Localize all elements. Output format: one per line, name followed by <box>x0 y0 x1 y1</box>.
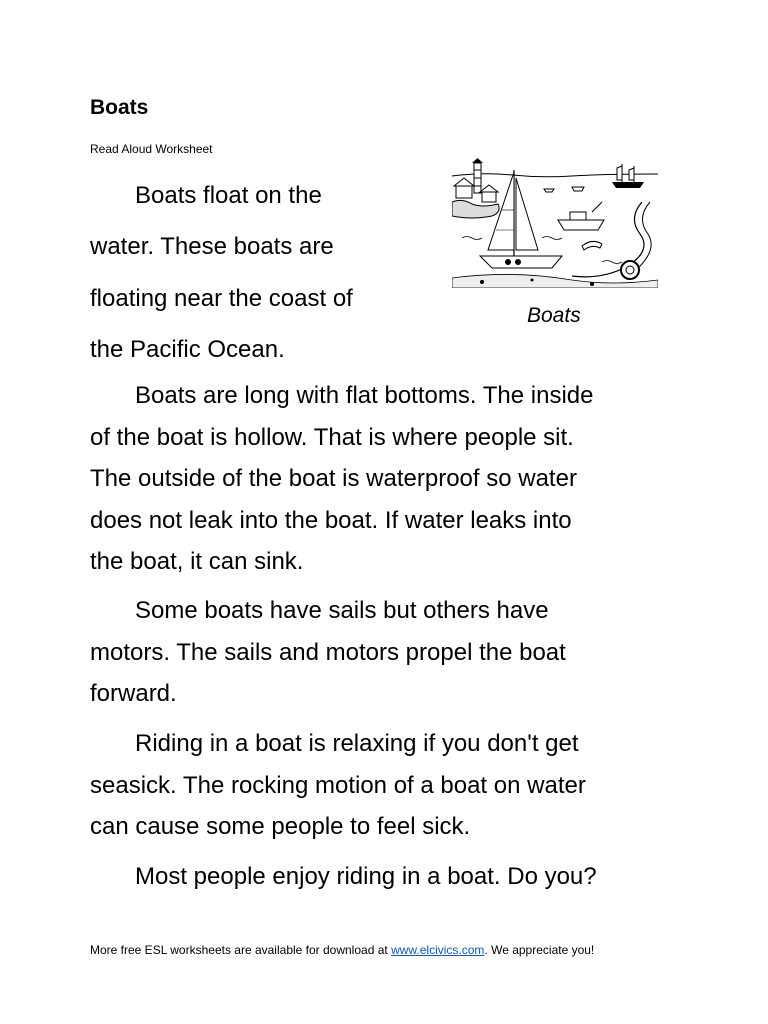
footer-suffix: . We appreciate you! <box>484 943 595 957</box>
lighthouse-icon <box>472 158 483 193</box>
page-subtitle: Read Aloud Worksheet <box>90 142 213 156</box>
footer-link[interactable]: www.elcivics.com <box>391 943 485 957</box>
ship-icon <box>612 164 644 188</box>
page-title: Boats <box>90 96 149 119</box>
intro-line: floating near the coast of <box>90 284 353 312</box>
paragraph-line: The outside of the boat is waterproof so water <box>90 465 577 492</box>
paragraph-seasick <box>90 723 690 848</box>
paragraph-line: of the boat is hollow. That is where people sit. <box>90 423 574 451</box>
paragraph-line: Boats are long with flat bottoms. The inside <box>135 382 594 409</box>
sailboat-icon <box>480 170 562 268</box>
page-footer <box>90 943 594 957</box>
figure-caption: Boats <box>527 304 581 327</box>
paragraph-line: can cause some people to feel sick. <box>90 813 471 840</box>
paragraph-line: the boat, it can sink. <box>90 548 304 575</box>
harbor-boats-illustration <box>452 158 658 288</box>
paragraph-line: does not leak into the boat. If water leaks into <box>90 506 572 534</box>
intro-paragraph <box>90 170 420 375</box>
paragraph-line: Most people enjoy riding in a boat. Do you? <box>135 863 597 890</box>
paragraph-line: forward. <box>90 680 177 707</box>
intro-line: water. These boats are <box>90 233 334 261</box>
paragraph-line: Riding in a boat is relaxing if you don't get <box>135 730 579 757</box>
life-ring-icon <box>621 261 639 279</box>
paragraph-closing <box>90 856 690 898</box>
paragraph-propulsion <box>90 590 690 715</box>
paragraph-hull <box>90 375 690 583</box>
footer-prefix: More free ESL worksheets are available for download at <box>90 943 392 957</box>
paragraph-line: motors. The sails and motors propel the boat <box>90 638 566 666</box>
paragraph-line: Some boats have sails but others have <box>135 597 549 624</box>
intro-line: Boats float on the <box>135 182 322 209</box>
paragraph-line: seasick. The rocking motion of a boat on water <box>90 771 586 799</box>
intro-line: the Pacific Ocean. <box>90 335 285 363</box>
motorboat-icon <box>558 202 604 230</box>
